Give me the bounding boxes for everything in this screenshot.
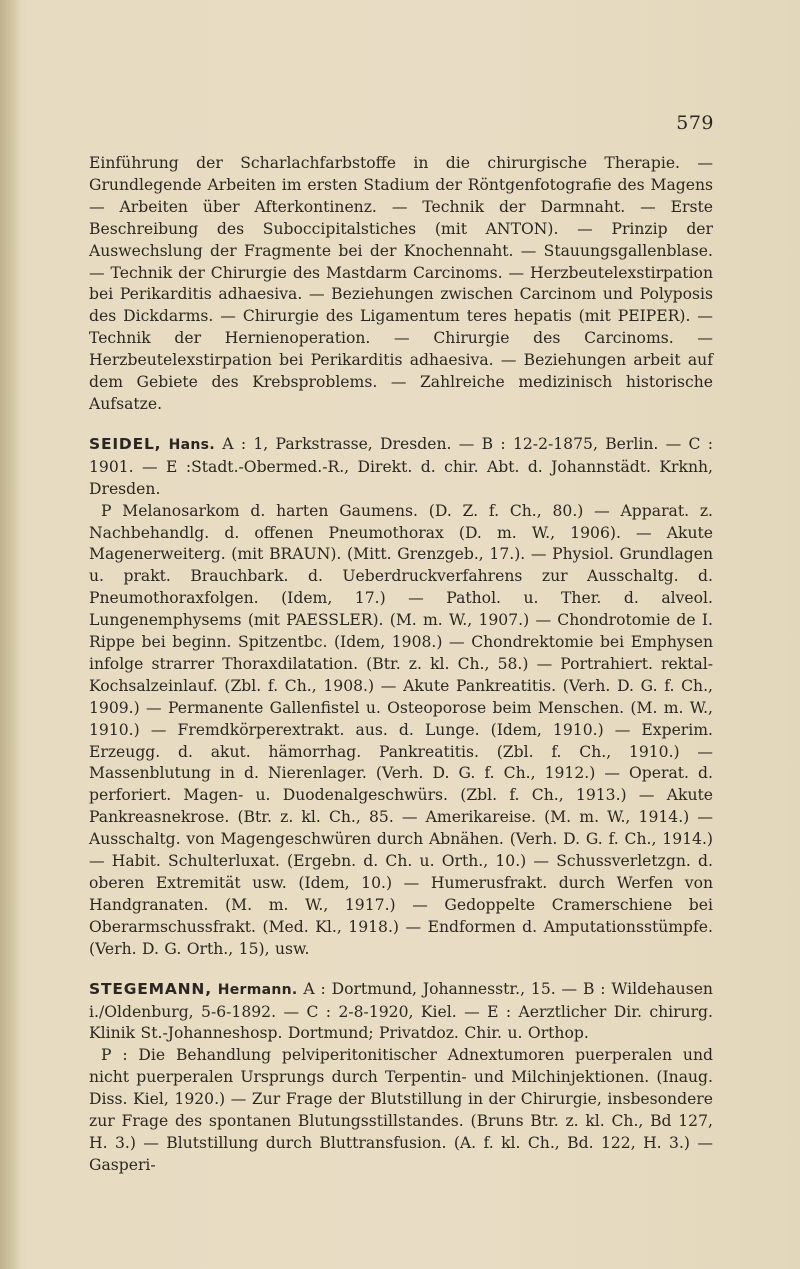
binding-shadow	[0, 0, 20, 1269]
entry-details: A : Dortmund, Johannesstr., 15. — B : Wildehausen i./Oldenburg, 5-6-1892. — C : 2-8-1920, Kiel. — E : Aerztlicher Dir. chirurg. Klinik St.-Johanneshosp. Dortmund; Privatdoz. Chir. u. Orthop.	[89, 979, 713, 1043]
entry-surname: STEGEMANN,	[89, 979, 212, 998]
entry-publications: P Melanosarkom d. harten Gaumens. (D. Z. f. Ch., 80.) — Apparat. z. Nachbehandlg. d. offenen Pneumothorax (D. m. W., 1906). — Akute Magenerweiterg. (mit BRAUN). (Mitt. Grenzgeb., 17.). — Physiol. Grundlagen u. prakt. Brauchbark. d. Ueberdruckverfahrens zur Ausschaltg. d. Pneumothoraxfolgen. (Idem, 17.) — Pathol. u. Ther. d. alveol. Lungenemphysems (mit PAESSLER). (M. m. W., 1907.) — Chondrotomie de I. Rippe bei beginn. Spitzentbc. (Idem, 1908.) — Chondrektomie bei Emphysen infolge strarrer Thoraxdilatation. (Btr. z. kl. Ch., 58.) — Portrahiert. rektal- Kochsalzeinlauf. (Zbl. f. Ch., 1908.) — Akute Pankreatitis. (Verh. D. G. f. Ch., 1909.) — Permanente Gallenfistel u. Osteoporose beim Menschen. (M. m. W., 1910.) — Fremdkörperextrakt. aus. d. Lunge. (Idem, 1910.) — Experim. Erzeugg. d. akut. hämorrhag. Pankreatitis. (Zbl. f. Ch., 1910.) — Massenblutung in d. Nierenlager. (Verh. D. G. f. Ch., 1912.) — Operat. d. perforiert. Magen- u. Duodenalgeschwürs. (Zbl. f. Ch., 1913.) — Akute Pankreasnekrose. (Btr. z. kl. Ch., 85. — Amerikareise. (M. m. W., 1914.) — Ausschaltg. von Magengeschwüren durch Abnähen. (Verh. D. G. f. Ch., 1914.) — Habit. Schulterluxat. (Ergebn. d. Ch. u. Orth., 10.) — Schussverletzgn. d. oberen Extremität usw. (Idem, 10.) — Humerusfrakt. durch Werfen von Handgranaten. (M. m. W., 1917.) — Gedoppelte Cramerschiene bei Oberarmschussfrakt. (Med. Kl., 1918.) — Endformen d. Amputationsstümpfe. (Verh. D. G. Orth., 15), usw.	[89, 501, 713, 958]
entry-header	[89, 434, 713, 501]
biography-entry-seidel	[89, 434, 713, 961]
page-text	[89, 153, 713, 1177]
entry-firstname: Hans.	[168, 436, 215, 453]
entry-firstname: Hermann.	[217, 981, 298, 998]
continuation-paragraph: Einführung der Scharlachfarbstoffe in die chirurgische Therapie. — Grundlegende Arbeiten im ersten Stadium der Röntgenfotografie des Magens — Arbeiten über Afterkontinenz. — Technik der Darmnaht. — Erste Beschreibung des Suboccipitalstiches (mit ANTON). — Prinzip der Auswechslung der Fragmente bei der Knochennaht. — Stauungsgallenblase. — Technik der Chirurgie des Mastdarm Carcinoms. — Herzbeutelexstirpation bei Perikarditis adhaesiva. — Beziehungen zwischen Carcinom und Polyposis des Dickdarms. — Chirurgie des Ligamentum teres hepatis (mit PEIPER). — Technik der Hernienoperation. — Chirurgie des Carcinoms. — Herzbeutelexstirpation bei Perikarditis adhaesiva. — Beziehungen arbeit auf dem Gebiete des Krebsproblems. — Zahlreiche medizinisch historische Aufsatze.	[89, 154, 713, 413]
entry-surname: SEIDEL,	[89, 434, 162, 453]
entry-header	[89, 979, 713, 1046]
page-number: 579	[676, 112, 714, 134]
entry-details: A : 1, Parkstrasse, Dresden. — B : 12-2-1875, Berlin. — C : 1901. — E :Stadt.-Obermed.-R., Direkt. d. chir. Abt. d. Johannstädt. Krknh, Dresden.	[89, 434, 713, 498]
biography-entry-stegemann	[89, 979, 713, 1177]
entry-publications: P : Die Behandlung pelviperitonitischer Adnextumoren puerperalen und nicht puerperalen Ursprungs durch Terpentin- und Milchinjektionen. (Inaug. Diss. Kiel, 1920.) — Zur Frage der Blutstillung in der Chirurgie, insbesondere zur Frage des spontanen Blutungsstillstandes. (Bruns Btr. z. kl. Ch., Bd 127, H. 3.) — Blutstillung durch Bluttransfusion. (A. f. kl. Ch., Bd. 122, H. 3.) — Gasperi-	[89, 1046, 713, 1174]
